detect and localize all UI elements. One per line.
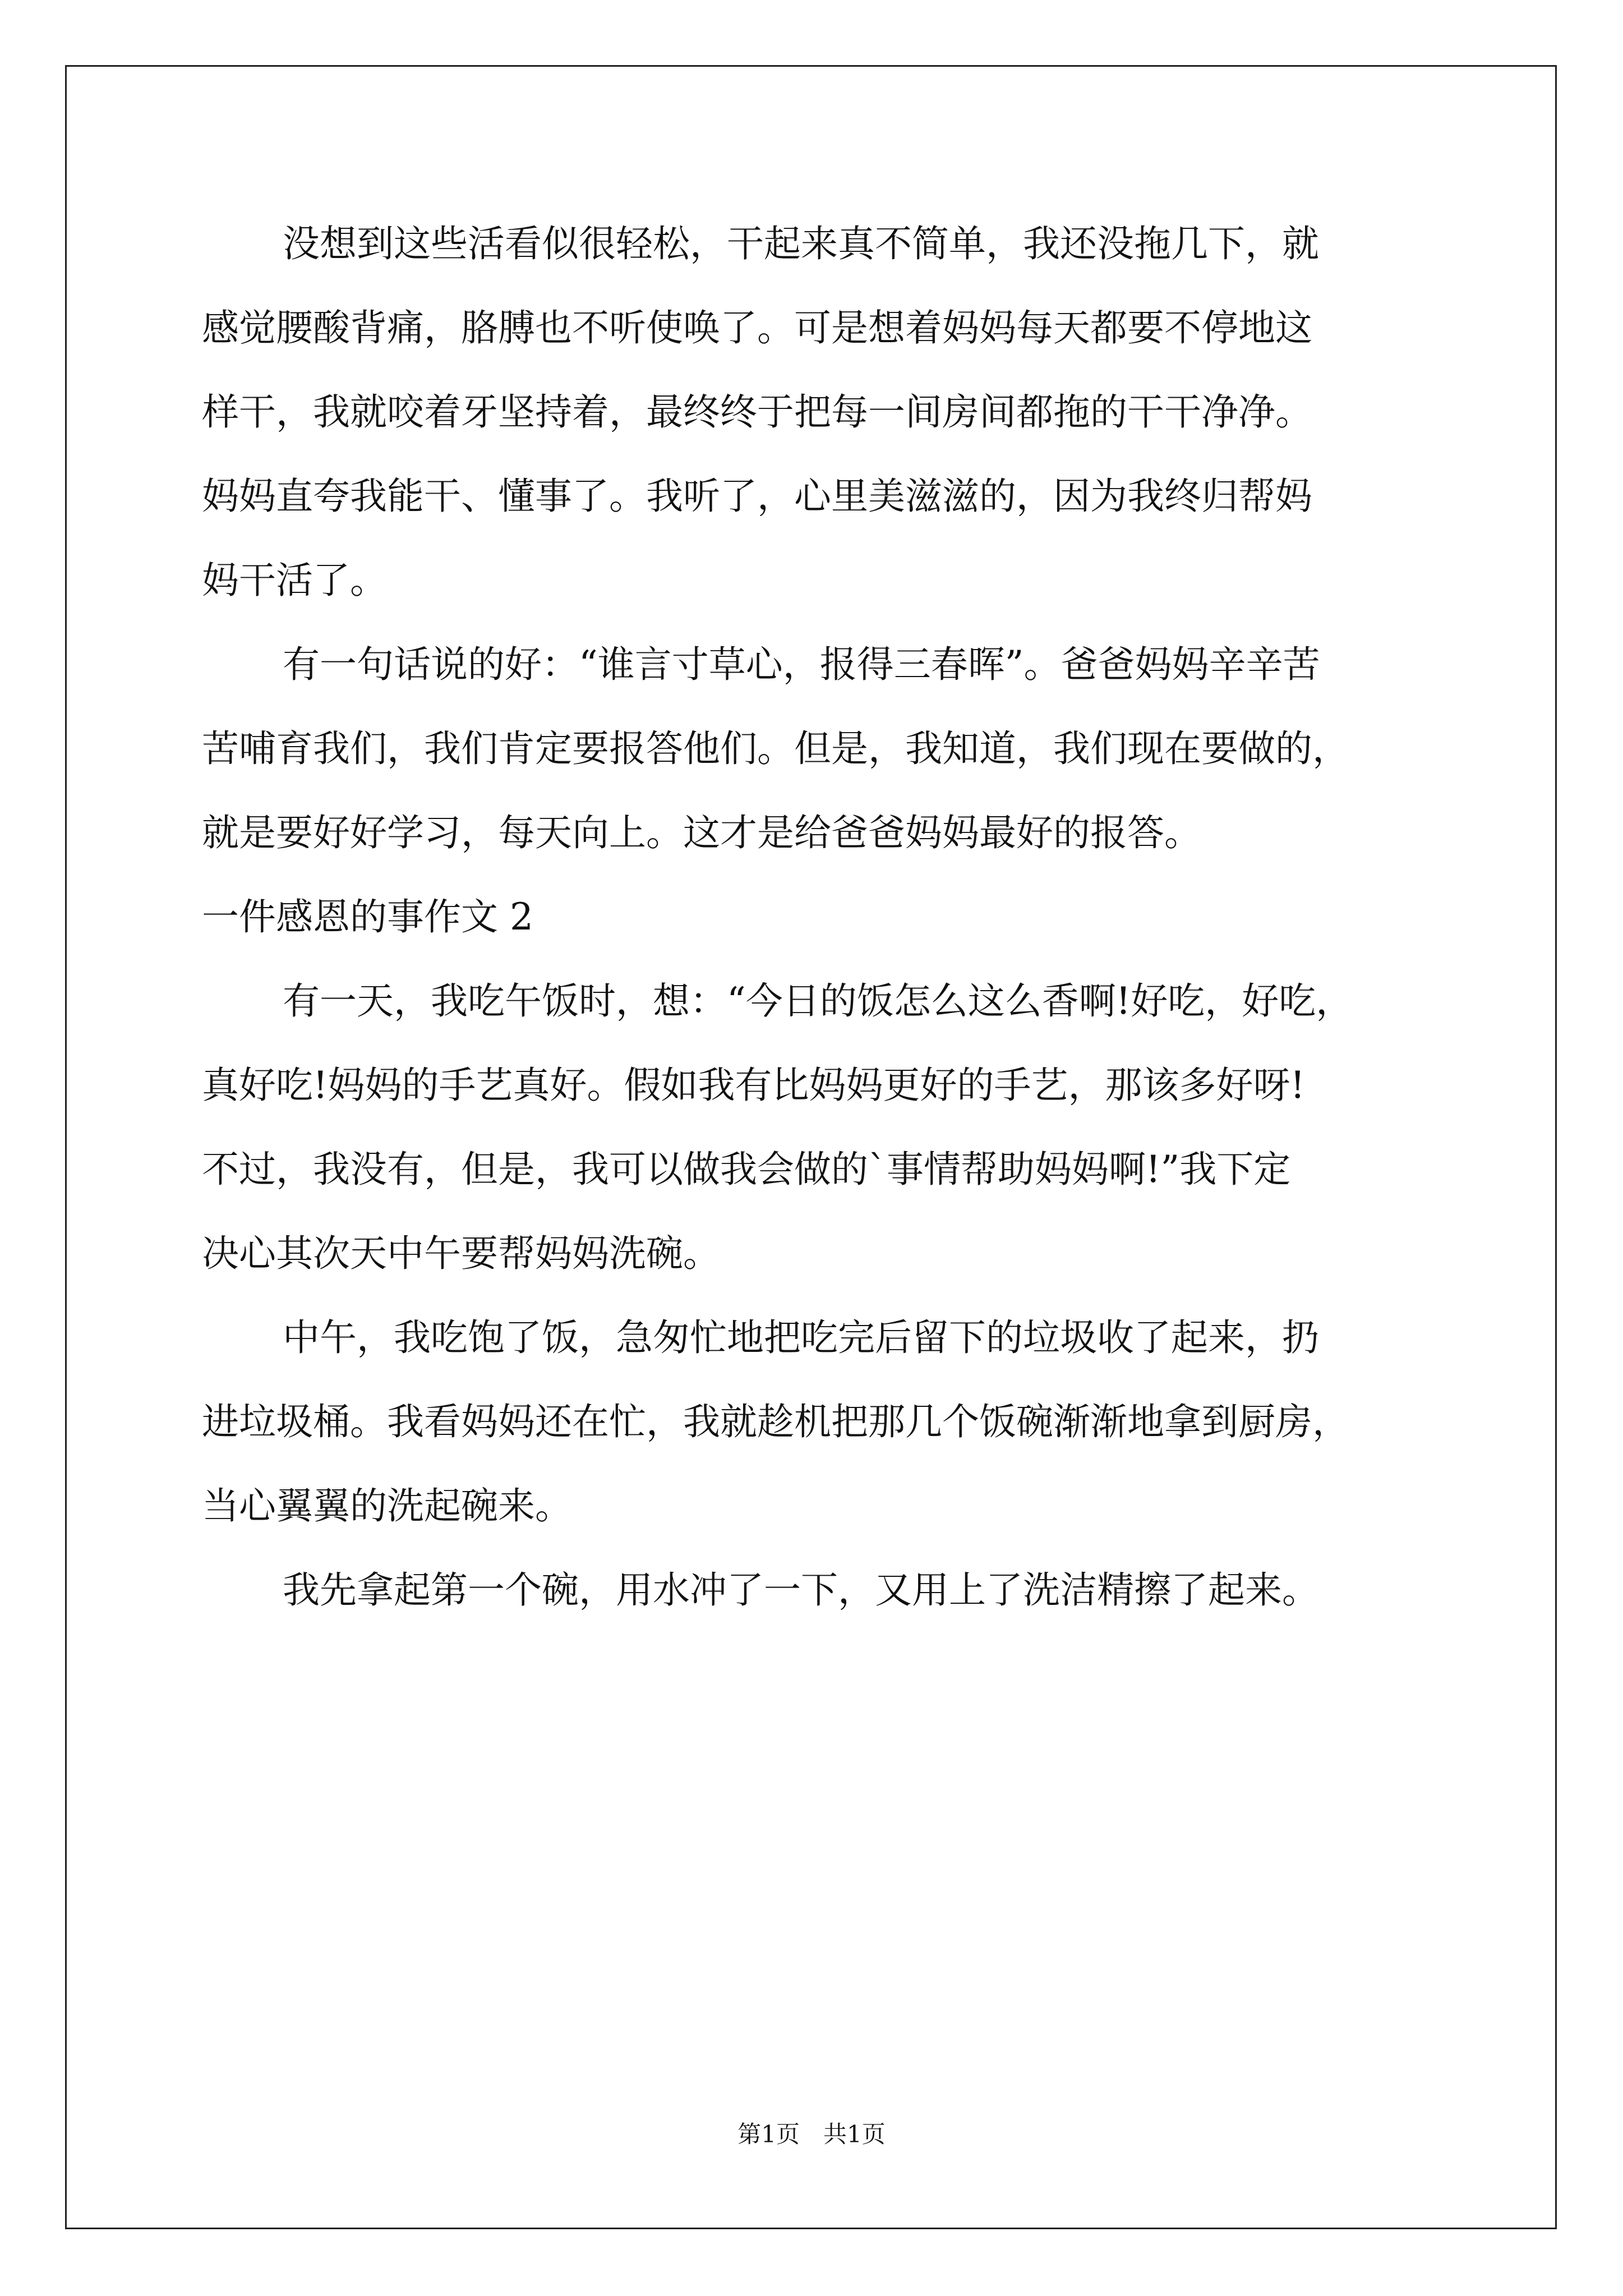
paragraph-line: 没想到这些活看似很轻松，干起来真不简单，我还没拖几下，就 — [283, 222, 1319, 265]
paragraph-line: 就是要好好学习，每天向上。这才是给爸爸妈妈最好的报答。 — [202, 811, 1201, 854]
paragraph-line: 样干，我就咬着牙坚持着，最终终于把每一间房间都拖的干干净净。 — [202, 390, 1312, 434]
paragraph-line: 进垃圾桶。我看妈妈还在忙，我就趁机把那几个饭碗渐渐地拿到厨房， — [202, 1400, 1349, 1443]
paragraph-line: 苦哺育我们，我们肯定要报答他们。但是，我知道，我们现在要做的， — [202, 727, 1349, 770]
paragraph-line: 不过，我没有，但是，我可以做我会做的`事情帮助妈妈啊!”我下定 — [202, 1148, 1291, 1191]
paragraph-line: 当心翼翼的洗起碗来。 — [202, 1484, 572, 1527]
paragraph-line: 有一句话说的好：“谁言寸草心，报得三春晖”。爸爸妈妈辛辛苦 — [283, 643, 1320, 686]
paragraph-line: 中午，我吃饱了饭，急匆忙地把吃完后留下的垃圾收了起来，扔 — [283, 1316, 1319, 1359]
paragraph-line: 感觉腰酸背痛，胳膊也不听使唤了。可是想着妈妈每天都要不停地这 — [202, 306, 1312, 349]
paragraph-line: 决心其次天中午要帮妈妈洗碗。 — [202, 1232, 720, 1275]
paragraph-line: 真好吃!妈妈的手艺真好。假如我有比妈妈更好的手艺，那该多好呀! — [202, 1064, 1306, 1107]
page-footer: 第1页 共1页 — [737, 2120, 886, 2148]
paragraph-line: 妈妈直夸我能干、懂事了。我听了，心里美滋滋的，因为我终归帮妈 — [202, 475, 1312, 518]
paragraph-line: 有一天，我吃午饭时，想：“今日的饭怎么这么香啊!好吃，好吃， — [283, 979, 1353, 1023]
section-title: 一件感恩的事作文 2 — [202, 895, 533, 938]
paragraph-line: 妈干活了。 — [202, 559, 387, 602]
paragraph-line: 我先拿起第一个碗，用水冲了一下，又用上了洗洁精擦了起来。 — [283, 1568, 1319, 1612]
